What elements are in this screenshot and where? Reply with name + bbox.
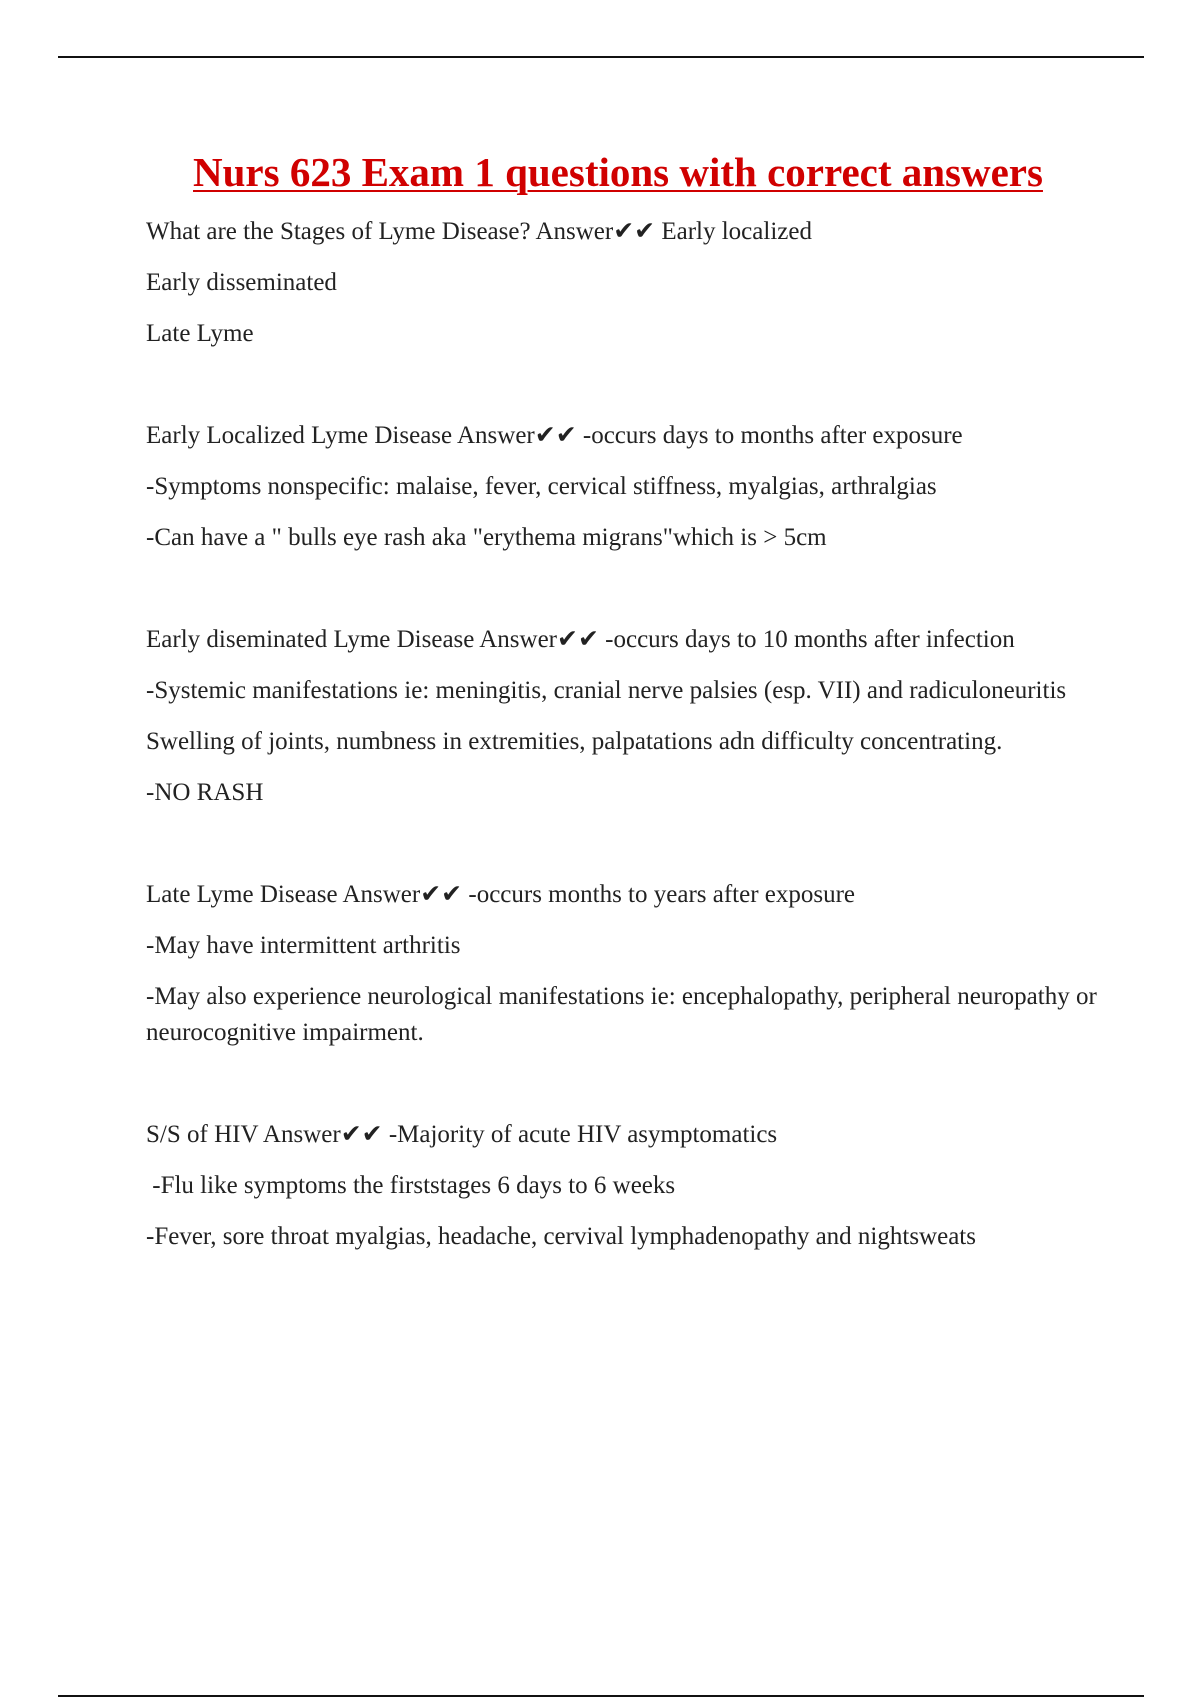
answer-line: -May also experience neurological manifestations ie: encephalopathy, peripheral neuropathy or neurocognitive impairment. [146,983,1097,1046]
qa-question-late-lyme: Late Lyme Disease Answer✔✔ -occurs months to years after exposure [146,881,856,908]
answer-line: -NO RASH [146,779,264,806]
answer-line: Late Lyme [146,320,254,347]
qa-question-lyme-stages: What are the Stages of Lyme Disease? Answer✔✔ Early localized [146,218,812,245]
answer-line: -Flu like symptoms the firststages 6 days to 6 weeks [146,1172,676,1199]
answer-line: -Symptoms nonspecific: malaise, fever, cervical stiffness, myalgias, arthralgias [146,473,937,500]
bottom-rule [58,1695,1144,1697]
top-rule [58,56,1144,58]
answer-line: -Can have a " bulls eye rash aka "erythema migrans"which is > 5cm [146,524,827,551]
qa-question-early-localized: Early Localized Lyme Disease Answer✔✔ -occurs days to months after exposure [146,422,963,449]
qa-question-early-disseminated: Early diseminated Lyme Disease Answer✔✔ -occurs days to 10 months after infection [146,626,1015,653]
answer-line: -Fever, sore throat myalgias, headache, cervival lymphadenopathy and nightsweats [146,1223,976,1250]
document-title: Nurs 623 Exam 1 questions with correct answers [193,149,1043,195]
answer-line: Swelling of joints, numbness in extremities, palpatations adn difficulty concentrating. [146,728,1003,755]
answer-line: -May have intermittent arthritis [146,932,461,959]
answer-line: -Systemic manifestations ie: meningitis, cranial nerve palsies (esp. VII) and radiculoneuritis [146,677,1067,704]
answer-line: Early disseminated [146,269,337,296]
document-body [146,214,1106,1255]
qa-question-hiv: S/S of HIV Answer✔✔ -Majority of acute HIV asymptomatics [146,1121,778,1148]
